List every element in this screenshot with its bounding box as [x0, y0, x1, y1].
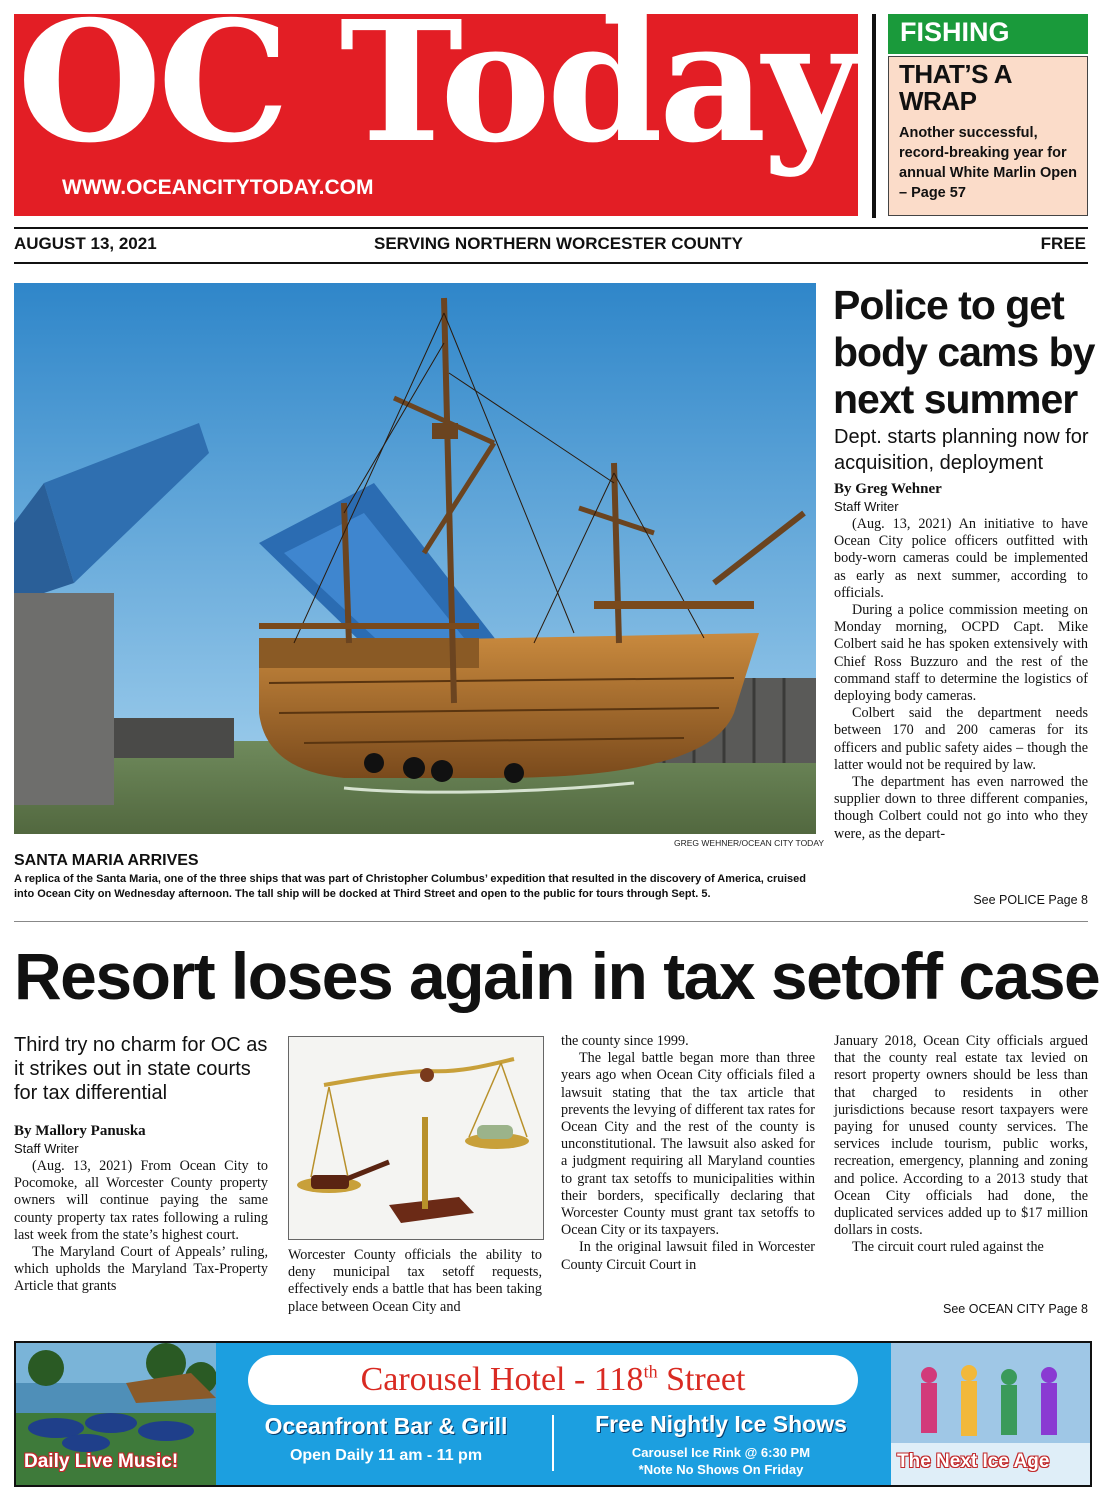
- dateline-top-rule: [14, 227, 1088, 229]
- ad-bar-grill: Oceanfront Bar & Grill: [264, 1413, 508, 1439]
- tax-story-column-3: [561, 1033, 815, 1274]
- photo-credit: GREG WEHNER/OCEAN CITY TODAY: [674, 838, 825, 848]
- tax-story-deck: Third try no charm for OC as it strikes out in state courts for tax differential: [14, 1034, 268, 1104]
- tax-paragraph: Worcester County officials the ability to deny municipal tax setoff requests, effectively ends a battle that has been taking place between Ocean City and: [288, 1247, 542, 1315]
- teaser-headline: [899, 61, 1084, 115]
- section-divider: [14, 921, 1088, 922]
- police-paragraph: During a police commission meeting on Monday morning, OCPD Capt. Mike Colbert said he has spoken extensively with Chief Ross Buzzuro and the rest of the command staff to determine the logistics of deploying body cameras.: [834, 602, 1088, 705]
- ad-rink-time: Carousel Ice Rink @ 6:30 PM: [631, 1445, 811, 1460]
- police-story-deck: Dept. starts planning now for acquisition, deployment: [834, 426, 1089, 474]
- scales-illustration: [289, 1037, 543, 1239]
- issue-price: FREE: [1040, 234, 1086, 253]
- masthead: [14, 0, 858, 216]
- police-story-headline[interactable]: Police to get body cams by next summer: [833, 282, 1095, 422]
- police-jump-link[interactable]: See POLICE Page 8: [973, 893, 1088, 907]
- tax-story-role: Staff Writer: [14, 1141, 79, 1156]
- police-paragraph: The department has even narrowed the supplier down to three different companies, though Colbert could not go into who they were, as the depart-: [834, 774, 1088, 842]
- teaser-headline-line1: THAT’S A: [899, 59, 1012, 89]
- dateline-row: [14, 234, 1088, 260]
- police-paragraph: Colbert said the department needs between 170 and 200 cameras for its officers and public safety aides – though the latter would not be required by law.: [834, 705, 1088, 773]
- santa-maria-photo[interactable]: [14, 283, 816, 834]
- masthead-logo[interactable]: OC Today: [17, 0, 855, 180]
- photo-caption-body: A replica of the Santa Maria, one of the three ships that was part of Christopher Columbus’ expedition that resulted in the discovery of America, cruised into Ocean City on Wednesday afternoon. The tall ship will be docked at Third Street and open to the public for tours through Sept. 5.: [14, 873, 806, 900]
- ad-beach-bar-photo: [16, 1343, 216, 1485]
- ad-main-panel: [216, 1343, 891, 1485]
- ad-hours: Open Daily 11 am - 11 pm: [289, 1447, 483, 1464]
- issue-date: AUGUST 13, 2021: [14, 234, 157, 253]
- tax-paragraph: the county since 1999.: [561, 1033, 689, 1049]
- masthead-divider: [872, 14, 876, 218]
- teaser-body: Another successful, record-breaking year for annual White Marlin Open – Page 57: [899, 125, 1078, 201]
- police-story-byline: By Greg Wehner: [834, 481, 942, 497]
- teaser-headline-line2: WRAP: [899, 86, 977, 116]
- site-url[interactable]: WWW.OCEANCITYTODAY.COM: [62, 176, 374, 199]
- police-paragraph: (Aug. 13, 2021) An initiative to have Ocean City police officers outfitted with body-worn cameras could be implemented as early as next summer, according to officials.: [834, 516, 1088, 601]
- tax-story-headline[interactable]: Resort loses again in tax setoff case: [14, 939, 1100, 1013]
- santa-maria-illustration: [14, 283, 816, 834]
- tax-story-column-4: [834, 1033, 1088, 1257]
- tax-paragraph: The Maryland Court of Appeals’ ruling, which upholds the Maryland Tax-Property Article that grants: [14, 1244, 268, 1295]
- coverage-area: SERVING NORTHERN WORCESTER COUNTY: [374, 234, 743, 253]
- tax-story-byline: By Mallory Panuska: [14, 1123, 146, 1139]
- tax-jump-link[interactable]: See OCEAN CITY Page 8: [943, 1302, 1088, 1316]
- dateline-bottom-rule: [14, 262, 1088, 264]
- ad-hotel-name-main: Carousel Hotel - 118: [360, 1361, 644, 1398]
- tax-paragraph: The circuit court ruled against the: [852, 1239, 1044, 1256]
- ad-hotel-name: [248, 1361, 858, 1399]
- ad-ice-shows: Free Nightly Ice Shows: [595, 1411, 847, 1437]
- ad-ice-show-photo: [891, 1343, 1090, 1485]
- scales-of-justice-image[interactable]: [288, 1036, 544, 1240]
- ad-divider: [552, 1415, 554, 1471]
- tax-paragraph: January 2018, Ocean City officials argued that the county real estate tax levied on resort property owners should be less than that charged to residents in other jurisdictions because resort taxpayers were paying for unused county services. The services include tourism, public works, recreation, emergency, planning and zoning and police. According to a 2013 study that Ocean City officials had done, the duplicated services added up to $17 million dollars in costs.: [834, 1033, 1088, 1239]
- photo-caption-headline: SANTA MARIA ARRIVES: [14, 852, 199, 869]
- teaser-box[interactable]: [888, 56, 1088, 216]
- ad-hotel-name-suffix: th: [643, 1361, 658, 1382]
- ad-live-music: Daily Live Music!: [24, 1451, 179, 1472]
- teaser-section-label[interactable]: [888, 14, 1088, 54]
- police-story-body: [834, 516, 1088, 843]
- ad-note: *Note No Shows On Friday: [638, 1462, 804, 1477]
- tax-paragraph: The legal battle began more than three years ago when Ocean City officials filed a lawsuit stating that the tax article that prevents the levying of different tax rates for Ocean City and the rest of the county is unconstitutional. The lawsuit also asked for a judgment requiring all Maryland counties to grant tax setoffs to municipalities within their borders, specifically declaring that Worcester County must grant tax setoffs to Ocean City or its taxpayers.: [561, 1050, 815, 1239]
- ad-hotel-name-street: Street: [657, 1361, 746, 1398]
- tax-story-column-1: [14, 1158, 268, 1296]
- ad-next-ice-age: The Next Ice Age: [897, 1451, 1050, 1472]
- tax-paragraph: In the original lawsuit filed in Worcester County Circuit Court in: [561, 1239, 815, 1273]
- police-story-role: Staff Writer: [834, 499, 899, 514]
- tax-story-column-2: [288, 1247, 542, 1316]
- ad-hotel-banner: [248, 1355, 858, 1405]
- tax-paragraph: (Aug. 13, 2021) From Ocean City to Pocomoke, all Worcester County property owners will continue paying the same county property tax rates following a ruling last week from the state’s highest court.: [14, 1158, 268, 1243]
- teaser-label-text: FISHING: [900, 17, 1010, 47]
- carousel-hotel-ad[interactable]: [14, 1341, 1092, 1487]
